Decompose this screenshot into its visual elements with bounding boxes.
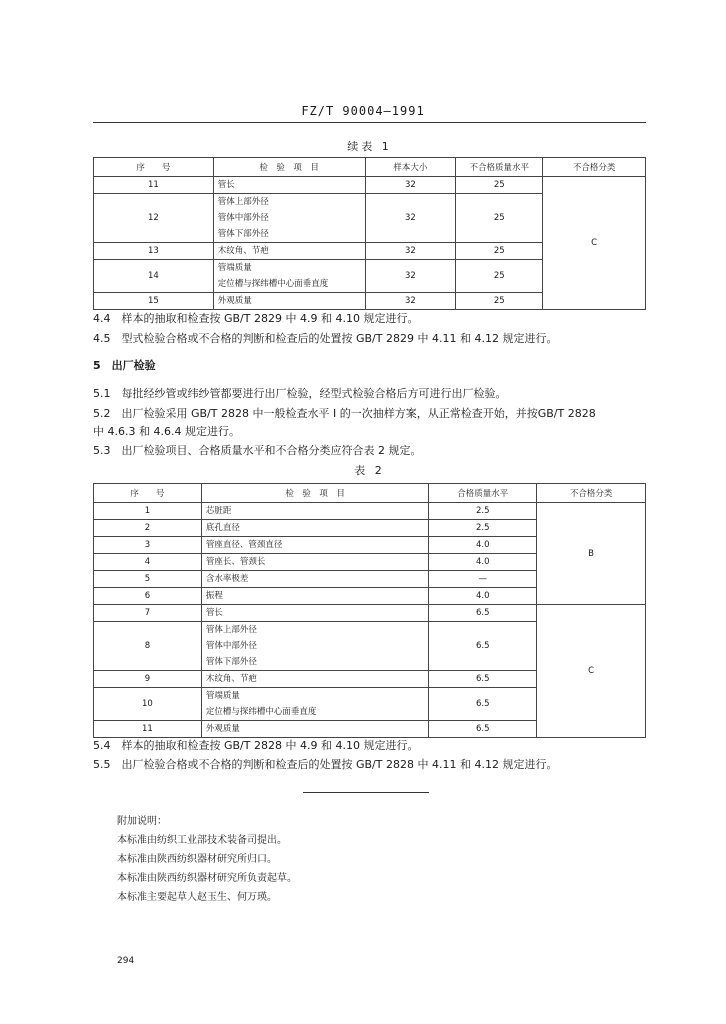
item-line: 振程 bbox=[205, 591, 223, 601]
table-cell-no: 12 bbox=[94, 194, 214, 243]
table-row bbox=[94, 503, 646, 520]
item-line: 管座长、管颈长 bbox=[205, 557, 266, 567]
table-cell-no: 15 bbox=[94, 293, 214, 310]
table-cell-class: B bbox=[537, 503, 646, 605]
item-line: 管体上部外径 bbox=[217, 197, 269, 207]
table-cell-aql: 4.0 bbox=[429, 588, 537, 605]
table2-header-row bbox=[94, 484, 646, 503]
table-cell-aql: 6.5 bbox=[429, 721, 537, 738]
table-cell-item bbox=[201, 671, 429, 688]
table-cell-aql: 4.0 bbox=[429, 554, 537, 571]
table1 bbox=[93, 157, 646, 310]
item-line: 木纹角、节疤 bbox=[205, 674, 257, 684]
table-cell-item bbox=[201, 688, 429, 721]
clause-5-2-line2: 中 4.6.3 和 4.6.4 规定进行。 bbox=[93, 425, 240, 438]
item-line: 木纹角、节疤 bbox=[217, 246, 269, 256]
table-cell-sample: 32 bbox=[365, 177, 456, 194]
item-line: 管体下部外径 bbox=[217, 229, 269, 239]
table1-header-class: 不合格分类 bbox=[543, 158, 646, 177]
table-cell-item bbox=[201, 537, 429, 554]
table-cell-aql: 25 bbox=[456, 243, 543, 260]
notes-line-4: 本标准主要起草人赵玉生、何万瑛。 bbox=[117, 892, 277, 903]
item-line: 底孔直径 bbox=[205, 523, 240, 533]
table-cell-aql: 25 bbox=[456, 293, 543, 310]
table-cell-aql: 25 bbox=[456, 260, 543, 293]
table1-header-no: 序 号 bbox=[94, 158, 214, 177]
table-cell-no: 8 bbox=[94, 622, 202, 671]
table-cell-no: 5 bbox=[94, 571, 202, 588]
table-cell-item bbox=[201, 588, 429, 605]
table-cell-no: 14 bbox=[94, 260, 214, 293]
clause-5-3: 5.3 出厂检验项目、合格质量水平和不合格分类应符合表 2 规定。 bbox=[93, 444, 422, 457]
table-cell-item bbox=[201, 520, 429, 537]
table-cell-item bbox=[213, 260, 365, 293]
table-cell-aql: 2.5 bbox=[429, 503, 537, 520]
table2-header-item: 检 验 项 目 bbox=[201, 484, 429, 503]
table-cell-aql: 25 bbox=[456, 194, 543, 243]
table-cell-item bbox=[201, 571, 429, 588]
clause-5-2-line1: 5.2 出厂检验采用 GB/T 2828 中一般检查水平 I 的一次抽样方案，从正常检查开始，并按GB/T 2828 bbox=[93, 407, 596, 420]
table-cell-no: 3 bbox=[94, 537, 202, 554]
item-line: 管端质量 bbox=[217, 263, 252, 273]
table-cell-aql: 6.5 bbox=[429, 605, 537, 622]
item-line: 管体上部外径 bbox=[205, 625, 257, 635]
table-cell-item bbox=[201, 605, 429, 622]
document-header-code: FZ/T 90004—1991 bbox=[301, 104, 425, 118]
table2-caption: 表 2 bbox=[354, 464, 385, 477]
table2-header-no: 序 号 bbox=[94, 484, 202, 503]
table-cell-sample: 32 bbox=[365, 260, 456, 293]
table-cell-aql: 6.5 bbox=[429, 671, 537, 688]
table1-header-aql: 不合格质量水平 bbox=[456, 158, 543, 177]
additional-notes bbox=[117, 812, 297, 907]
table-cell-aql: 25 bbox=[456, 177, 543, 194]
table1-header-row bbox=[94, 158, 646, 177]
table-cell-no: 7 bbox=[94, 605, 202, 622]
table-cell-no: 9 bbox=[94, 671, 202, 688]
item-line: 外观质量 bbox=[217, 296, 252, 306]
item-line: 管长 bbox=[217, 180, 235, 190]
table-cell-no: 1 bbox=[94, 503, 202, 520]
table2-header-aql: 合格质量水平 bbox=[429, 484, 537, 503]
table-cell-sample: 32 bbox=[365, 293, 456, 310]
table-cell-item bbox=[201, 503, 429, 520]
item-line: 定位槽与探纬槽中心面垂直度 bbox=[217, 279, 329, 289]
item-line: 外观质量 bbox=[205, 724, 240, 734]
table-cell-aql: — bbox=[429, 571, 537, 588]
table-cell-no: 11 bbox=[94, 721, 202, 738]
table-row bbox=[94, 605, 646, 622]
item-line: 含水率极差 bbox=[205, 574, 249, 584]
table-cell-no: 4 bbox=[94, 554, 202, 571]
end-rule bbox=[303, 792, 429, 793]
clause-5-4: 5.4 样本的抽取和检查按 GB/T 2828 中 4.9 和 4.10 规定进行。 bbox=[93, 739, 419, 752]
table-cell-item bbox=[201, 554, 429, 571]
table-cell-no: 13 bbox=[94, 243, 214, 260]
table2-header-class: 不合格分类 bbox=[537, 484, 646, 503]
notes-line-3: 本标准由陕西纺织器材研究所负责起草。 bbox=[117, 873, 297, 884]
table-cell-sample: 32 bbox=[365, 194, 456, 243]
clause-4-4: 4.4 样本的抽取和检查按 GB/T 2829 中 4.9 和 4.10 规定进行。 bbox=[93, 312, 419, 325]
table-cell-class: C bbox=[537, 605, 646, 738]
notes-line-1: 本标准由纺织工业部技术装备司提出。 bbox=[117, 835, 287, 846]
table1-caption: 续表 1 bbox=[347, 140, 392, 153]
table2 bbox=[93, 483, 646, 738]
notes-line-2: 本标准由陕西纺织器材研究所归口。 bbox=[117, 854, 277, 865]
table-cell-item bbox=[213, 243, 365, 260]
item-line: 管座直径、管颈直径 bbox=[205, 540, 283, 550]
item-line: 芯脏距 bbox=[205, 506, 232, 516]
table-cell-item bbox=[213, 194, 365, 243]
table-cell-aql: 6.5 bbox=[429, 688, 537, 721]
table-row bbox=[94, 177, 646, 194]
table-cell-item bbox=[213, 177, 365, 194]
table-cell-sample: 32 bbox=[365, 243, 456, 260]
header-rule bbox=[93, 122, 646, 123]
item-line: 管体中部外径 bbox=[217, 213, 269, 223]
table-cell-aql: 2.5 bbox=[429, 520, 537, 537]
table-cell-no: 11 bbox=[94, 177, 214, 194]
table-cell-no: 10 bbox=[94, 688, 202, 721]
table-cell-aql: 4.0 bbox=[429, 537, 537, 554]
item-line: 管端质量 bbox=[205, 691, 240, 701]
item-line: 定位槽与探纬槽中心面垂直度 bbox=[205, 707, 317, 717]
item-line: 管长 bbox=[205, 608, 223, 618]
clause-4-5: 4.5 型式检验合格或不合格的判断和检查后的处置按 GB/T 2829 中 4.11 和 4.12 规定进行。 bbox=[93, 332, 558, 345]
table-cell-no: 2 bbox=[94, 520, 202, 537]
table-cell-aql: 6.5 bbox=[429, 622, 537, 671]
item-line: 管体下部外径 bbox=[205, 657, 257, 667]
table-cell-item bbox=[201, 622, 429, 671]
section-5-heading: 5 出厂检验 bbox=[93, 359, 156, 372]
clause-5-1: 5.1 每批经纱管或纬纱管都要进行出厂检验，经型式检验合格后方可进行出厂检验。 bbox=[93, 387, 507, 400]
table-cell-class: C bbox=[543, 177, 646, 310]
page-number: 294 bbox=[117, 956, 135, 966]
table-cell-item bbox=[201, 721, 429, 738]
item-line: 管体中部外径 bbox=[205, 641, 257, 651]
table-cell-no: 6 bbox=[94, 588, 202, 605]
clause-5-5: 5.5 出厂检验合格或不合格的判断和检查后的处置按 GB/T 2828 中 4.11 和 4.12 规定进行。 bbox=[93, 758, 558, 771]
table1-header-item: 检 验 项 目 bbox=[213, 158, 365, 177]
table-cell-item bbox=[213, 293, 365, 310]
table1-header-sample: 样本大小 bbox=[365, 158, 456, 177]
notes-title: 附加说明： bbox=[117, 816, 167, 827]
